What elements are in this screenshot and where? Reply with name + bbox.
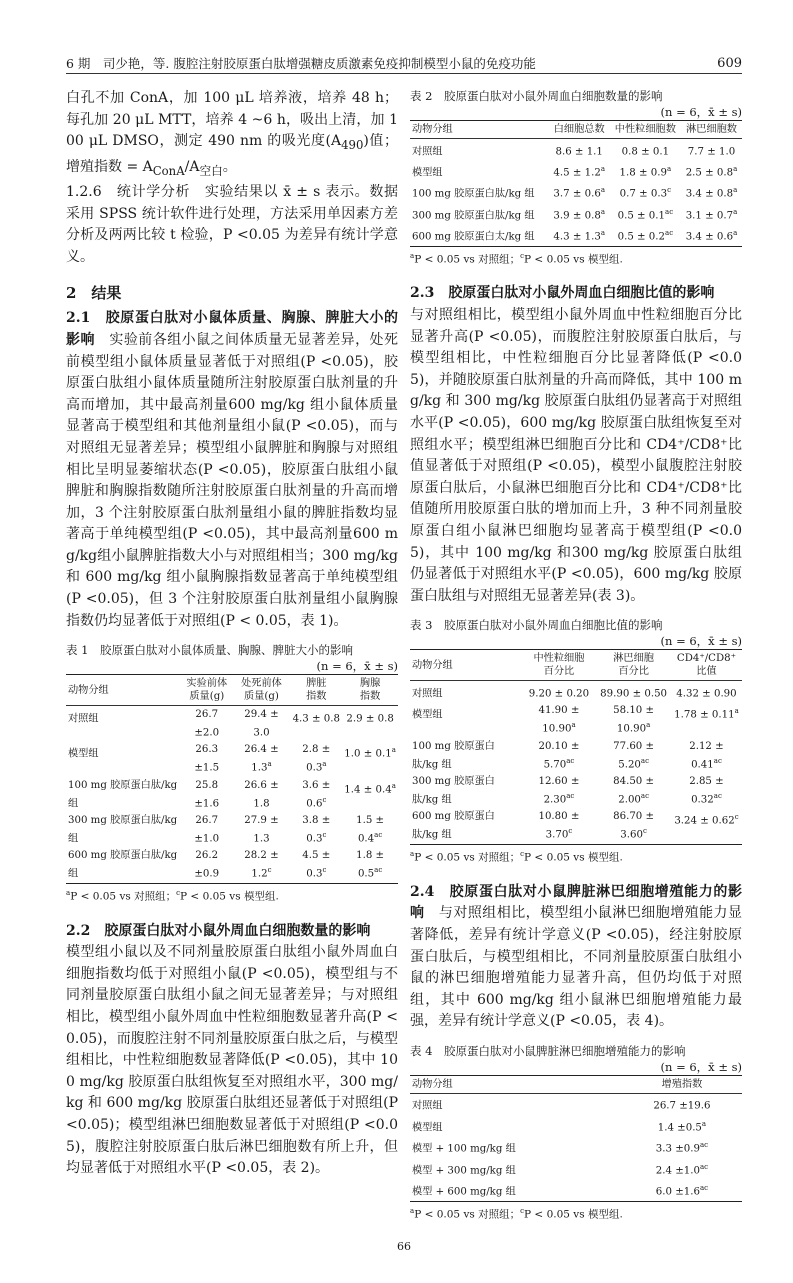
table-row [410,1158,742,1179]
value-cell: 6.0 ±1.6$^{ac}$ [655,1184,709,1198]
table-row [410,1180,742,1202]
group-cell: 300 mg 胶原蛋白肽/kg 组 [412,210,535,222]
group-cell: 模型组 [68,748,99,760]
group-cell: 600 mg 胶原蛋白肽/kg 组 [412,811,495,841]
section-2-3 [410,283,742,607]
column-header: 中性粒细胞数 [610,121,681,139]
value-cell: 1.4 ±0.5$^a$ [657,1119,707,1134]
table-2 [410,120,742,247]
column-header: 实验前体 质量(g) [181,675,233,706]
table-row [410,703,742,738]
value-cell: 3.6 ± 0.6$^c$ [302,779,331,809]
running-title: 6 期 司少艳，等. 腹腔注射胶原蛋白肽增强糖皮质激素免疫抑制模型小鼠的免疫功能 [66,56,536,71]
table-row [66,812,398,847]
column-header: 动物分组 [410,1075,622,1093]
value-cell: 26.7 ±19.6 [653,1100,711,1112]
right-column [410,88,742,1222]
value-cell: 12.60 ± 2.30$^{ac}$ [538,776,580,806]
value-cell: 26.7 ±1.0 [194,814,220,845]
value-cell: 3.4 ± 0.8$^a$ [685,186,738,200]
value-cell: 41.90 ± 10.90$^a$ [538,705,580,735]
group-cell: 600 mg 胶原蛋白太/kg 组 [412,231,535,243]
group-cell: 600 mg 胶原蛋白肽/kg 组 [68,850,178,880]
group-cell: 100 mg 胶原蛋白肽/kg 组 [68,779,178,809]
table-4-footnote: $^a$P < 0.05 vs 对照组；$^c$P < 0.05 vs 模型组. [410,1206,623,1221]
value-cell: 4.3 ± 1.3$^a$ [553,229,605,243]
section-2-3-body: 与对照组相比，模型组小鼠外周血中性粒细胞百分比显著升高(P <0.05)，而腹腔注射胶原蛋白肽后，与模型组相比，中性粒细胞百分比显著降低(P <0.05)，并随胶原蛋白肽剂量的升高而降低，其中 100 mg/kg 和 300 mg/kg 胶原蛋白肽组仍显著高于对照组水平(P <0.05)，600 mg/kg 胶原蛋白肽组恢复至对照组水平；模型组淋巴细胞百分比和 CD4⁺/CD8⁺比值显著低于对照组(P <0.05)，模型小鼠腹腔注射胶原蛋白肽后，小鼠淋巴细胞百分比和 CD4⁺/CD8⁺比值随所用胶原蛋白肽的增加而上升，3 种不同剂量胶原蛋白组小鼠淋巴细胞均显著高于模型组(P <0.05)，其中 100 mg/kg 和300 mg/kg 胶原蛋白肽组仍显著低于对照组水平(P <0.05)，600 mg/kg 胶原蛋白肽组与对照组无显著差异(表 3)。 [410,307,742,604]
section-2-4-body: 与对照组相比，模型组小鼠淋巴细胞增殖能力显著降低，差异有统计学意义(P <0.05)，经注射胶原蛋白肽后，与模型组相比，不同剂量胶原蛋白肽组小鼠的淋巴细胞增殖能力显著升高，但仍均低于对照组，其中 600 mg/kg 组小鼠淋巴细胞增殖能力最强，差异有统计学意义(P <0.05，表 4)。 [410,905,743,1030]
section-2-1 [66,308,398,632]
section-2-4-heading: 2.4 胶原蛋白肽对小鼠脾脏淋巴细胞增殖能力的影响 [410,883,742,922]
table-2-note: (n = 6，x̄ ± s) [660,105,742,119]
value-cell: 0.8 ± 0.1 [621,145,670,157]
section-2-1-body: 实验前各组小鼠之间体质量无显著差异，处死前模型组小鼠体质量显著低于对照组(P <0.05)，胶原蛋白肽组小鼠体质量随所注射胶原蛋白肽剂量的升高而增加，其中最高剂量600 mg/kg 组小鼠体质量显著高于模型组和其他剂量组小鼠(P <0.05)，而与对照组无显著差异；模型组小鼠脾脏和胸腺与对照组相比呈明显萎缩状态(P <0.05)，胶原蛋白肽组小鼠脾脏和胸腺指数随所注射胶原蛋白肽剂量的升高而增加，3 个注射胶原蛋白肽剂量组小鼠的脾脏指数均显著高于单纯模型组(P <0.05)，其中最高剂量600 mg/kg组小鼠脾脏指数大小与对照组相当；300 mg/kg和 600 mg/kg 组小鼠胸腺指数显著高于单纯模型组(P <0.05)，但 3 个注射胶原蛋白肽剂量组小鼠胸腺指数仍均显著低于对照组(P < 0.05，表 1)。 [66,331,399,629]
column-header: 增殖指数 [622,1075,742,1093]
table-row [410,809,742,845]
table-3 [410,649,742,845]
column-header: 动物分组 [66,675,181,706]
group-cell: 模型组 [412,167,443,179]
table-row [410,203,742,224]
value-cell: 3.4 ± 0.6$^a$ [685,229,738,243]
column-header: 处死前体 质量(g) [233,675,291,706]
table-row [66,742,398,777]
value-cell: 2.12 ± 0.41$^{ac}$ [689,740,724,771]
group-cell: 对照组 [412,688,443,700]
page-number: 609 [717,56,742,71]
left-column [66,88,398,1222]
value-cell: 26.4 ± 1.3$^a$ [244,744,279,774]
value-cell: 1.8 ± 0.5$^{ac}$ [356,850,385,880]
value-cell: 10.80 ± 3.70$^c$ [538,811,580,841]
section-2-2-heading: 2.2 胶原蛋白肽对小鼠外周血白细胞数量的影响 [66,922,371,939]
column-header: 淋巴细胞 百分比 [596,650,671,681]
column-header: 动物分组 [410,121,549,139]
value-cell: 89.90 ± 0.50 [600,688,668,700]
footer-page-number: 66 [397,1240,411,1254]
section-2-2-body: 模型组小鼠以及不同剂量胶原蛋白肽组小鼠外周血白细胞指数均低于对照组小鼠(P <0.05)，模型组与不同剂量胶原蛋白肽组小鼠之间无显著差异；与对照组相比，模型组小鼠外周血中性粒细胞数显著升高(P <0.05)，而腹腔注射不同剂量胶原蛋白肽之后，与模型组相比，中性粒细胞数显著降低(P <0.05)，其中 100 mg/kg 胶原蛋白肽组恢复至对照组水平，300 mg/kg 和 600 mg/kg 胶原蛋白肽组还显著低于对照组(P <0.05)；模型组淋巴细胞数显著低于对照组(P <0.05)，腹腔注射胶原蛋白肽后淋巴细胞数有所上升，但均显著低于对照组水平(P <0.05，表 2)。 [66,944,398,1177]
table-row [66,848,398,884]
table-row [410,160,742,181]
value-cell: 58.10 ± 10.90$^a$ [613,705,655,735]
value-cell: 9.20 ± 0.20 [528,688,590,700]
value-cell: 2.85 ± 0.32$^{ac}$ [689,776,724,806]
group-cell: 模型 + 100 mg/kg 组 [412,1143,516,1155]
column-header: 白细胞总数 [549,121,610,139]
value-cell: 84.50 ± 2.00$^{ac}$ [613,776,655,806]
table-row [410,1093,742,1115]
table-row [410,1115,742,1136]
table-2-footnote: $^a$P < 0.05 vs 对照组；$^c$P < 0.05 vs 模型组. [410,251,623,266]
group-cell: 对照组 [412,1100,443,1112]
value-cell: 3.3 ±0.9$^{ac}$ [655,1141,709,1155]
value-cell: 26.3 ±1.5 [194,744,220,774]
table-row [410,1137,742,1158]
table-row [410,139,742,161]
value-cell: 77.60 ± 5.20$^{ac}$ [613,740,655,771]
value-cell: 4.5 ± 1.2$^a$ [553,164,605,179]
table-row [410,182,742,203]
value-cell: 3.8 ± 0.3$^c$ [302,814,331,845]
section-2-2 [66,921,398,1180]
table-3-note: (n = 6，x̄ ± s) [660,634,742,649]
group-cell: 300 mg 胶原蛋白肽/kg 组 [412,776,495,806]
group-cell: 模型组 [412,1122,443,1134]
value-cell: 2.5 ± 0.8$^a$ [685,164,738,179]
value-cell: 29.4 ± 3.0 [244,708,279,739]
value-cell: 26.7 ±2.0 [194,708,220,739]
two-column-body [66,88,742,1222]
value-cell: 3.9 ± 0.8$^a$ [553,207,605,222]
value-cell: 7.7 ± 1.0 [687,145,736,157]
column-header: 中性粒细胞 百分比 [522,650,597,681]
value-cell: 3.24 ± 0.62$^c$ [674,813,739,827]
value-cell: 3.7 ± 0.6$^a$ [553,186,605,200]
value-cell: 2.9 ± 0.8 [346,713,394,725]
value-cell: 25.8 ±1.6 [194,779,220,809]
value-cell: 1.4 ± 0.4$^a$ [344,781,396,795]
value-cell: 86.70 ± 3.60$^c$ [613,811,655,841]
left-column-top [66,88,398,268]
stats-paragraph: 1.2.6 统计学分析 实验结果以 x̄ ± s 表示。数据采用 SPSS 统计软件进行处理，方法采用单因素方差分析及两两比较 t 检验，P <0.05 为差异有统计学意义。 [66,183,398,265]
value-cell: 26.2 ±0.9 [194,850,220,880]
table-3-block [410,617,742,865]
table-4-block [410,1043,742,1222]
column-header: CD4⁺/CD8⁺ 比值 [671,650,742,681]
group-cell: 模型 + 300 mg/kg 组 [412,1165,516,1177]
column-header: 胸腺 指数 [342,675,398,706]
value-cell: 0.5 ± 0.1$^{ac}$ [617,207,674,222]
table-4-caption: 表 4 胶原蛋白肽对小鼠脾脏淋巴细胞增殖能力的影响 [410,1043,686,1058]
value-cell: 4.3 ± 0.8 [292,713,340,725]
value-cell: 4.32 ± 0.90 [676,688,737,700]
table-row [410,681,742,703]
table-3-footnote: $^a$P < 0.05 vs 对照组；$^c$P < 0.05 vs 模型组. [410,850,623,864]
value-cell: 1.5 ± 0.4$^{ac}$ [356,814,385,845]
table-4 [410,1075,742,1202]
group-cell: 模型 + 600 mg/kg 组 [412,1186,516,1198]
value-cell: 2.8 ± 0.3$^a$ [302,744,331,774]
table-row [410,774,742,809]
section-1-2-6-heading: 1.2.6 统计学分析 [66,183,191,200]
value-cell: 1.78 ± 0.11$^a$ [674,707,739,721]
value-cell: 28.2 ± 1.2$^c$ [244,850,279,880]
group-cell: 300 mg 胶原蛋白肽/kg 组 [68,814,178,845]
table-row [66,706,398,742]
table-2-block [410,88,742,267]
table-4-note: (n = 6，x̄ ± s) [660,1059,742,1074]
value-cell: 4.5 ± 0.3$^c$ [302,850,331,880]
table-1-footnote: $^a$P < 0.05 vs 对照组；$^c$P < 0.05 vs 模型组. [66,889,279,903]
table-row [410,225,742,247]
section-2-1-heading: 2.1 胶原蛋白肽对小鼠体质量、胸腺、脾脏大小的影响 [66,310,398,348]
value-cell: 0.7 ± 0.3$^c$ [619,186,672,200]
table-1-caption: 表 1 胶原蛋白肽对小鼠体质量、胸腺、脾脏大小的影响 [66,643,353,658]
method-paragraph: 白孔不加 ConA，加 100 μL 培养液，培养 48 h；每孔加 20 μL MTT，培养 4 ~6 h，吸出上清，加 100 μL DMSO，测定 490 nm 的吸光度$(A_{490})$值；增殖指数 = $A_{ConA}/A_{空白}$。 [66,90,398,178]
group-cell: 100 mg 胶原蛋白肽/kg 组 [412,188,535,200]
value-cell: 1.8 ± 0.9$^a$ [619,164,672,179]
section-2-3-heading: 2.3 胶原蛋白肽对小鼠外周血白细胞比值的影响 [410,285,715,302]
table-row [410,738,742,773]
value-cell: 8.6 ± 1.1 [555,145,603,157]
results-heading: 2 结果 [66,284,122,303]
value-cell: 20.10 ± 5.70$^{ac}$ [538,740,580,771]
value-cell: 1.0 ± 0.1$^a$ [344,746,396,760]
table-row [66,777,398,812]
running-header [66,55,742,74]
group-cell: 对照组 [412,145,443,157]
group-cell: 100 mg 胶原蛋白肽/kg 组 [412,740,495,771]
value-cell: 27.9 ± 1.3 [244,814,279,845]
group-cell: 模型组 [412,709,443,721]
value-cell: 3.1 ± 0.7$^a$ [685,207,738,222]
table-3-caption: 表 3 胶原蛋白肽对小鼠外周血白细胞比值的影响 [410,618,663,633]
value-cell: 2.4 ±1.0$^{ac}$ [655,1162,709,1177]
column-header: 动物分组 [410,650,522,681]
table-1-note: (n = 6，x̄ ± s) [316,659,398,674]
value-cell: 0.5 ± 0.2$^{ac}$ [617,229,674,243]
group-cell: 对照组 [68,713,99,725]
section-2-4 [410,882,742,1033]
value-cell: 26.6 ± 1.8 [244,779,279,809]
table-1-block [66,642,398,904]
table-1 [66,674,398,884]
table-2-caption: 表 2 胶原蛋白肽对小鼠外周血白细胞数量的影响 [410,89,663,103]
column-header: 脾脏 指数 [290,675,342,706]
column-header: 淋巴细胞数 [681,121,742,139]
